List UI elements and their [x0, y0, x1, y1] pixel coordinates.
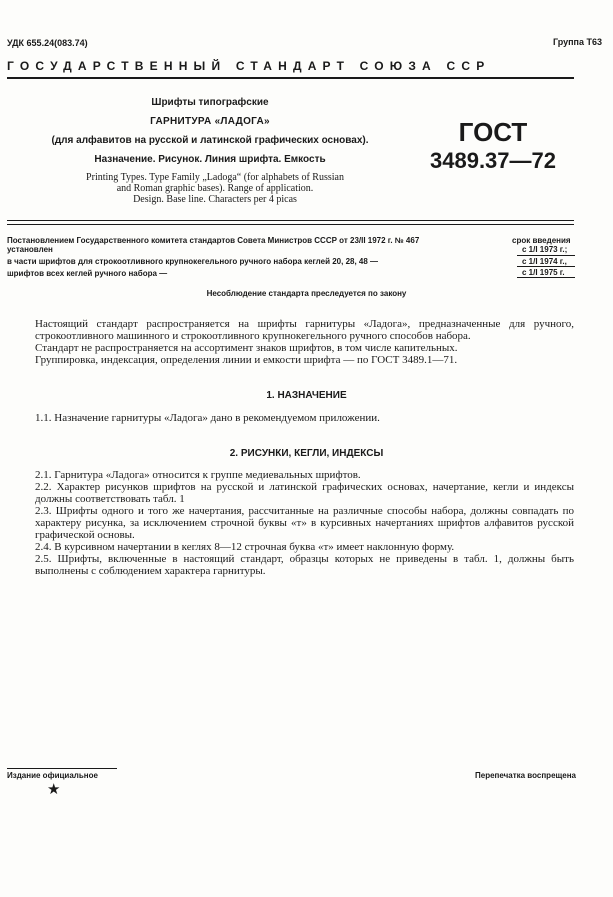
paragraph: 1.1. Назначение гарнитуры «Ладога» дано в рекомендуемом приложении. — [35, 412, 380, 424]
intro-paragraphs — [7, 318, 574, 366]
paragraph: 2.1. Гарнитура «Ладога» относится к группе медиевальных шрифтов. — [35, 469, 361, 481]
section-2-body — [7, 469, 574, 577]
typeface-family-title: ГАРНИТУРА «ЛАДОГА» — [150, 116, 270, 127]
reprint-prohibited: Перепечатка воспрещена — [475, 771, 576, 780]
gost-number: 3489.37—72 — [430, 148, 556, 173]
footer-rule — [7, 768, 117, 769]
udk-code: УДК 655.24(083.74) — [7, 38, 88, 48]
section-heading: 2. РИСУНКИ, КЕГЛИ, ИНДЕКСЫ — [229, 448, 384, 459]
english-title — [60, 172, 370, 205]
date-rule — [517, 255, 575, 256]
section-heading: 1. НАЗНАЧЕНИЕ — [266, 390, 347, 401]
paragraph: 2.5. Шрифты, включенные в настоящий стандарт, образцы которых не приведены в табл. 1, должны быть выполнены с соблюдением характера гарнитуры. — [35, 553, 574, 577]
official-edition: Издание официальное — [7, 771, 98, 780]
section-1-body — [7, 412, 574, 424]
banner-rule — [7, 77, 574, 79]
deadline-label: срок введения — [512, 236, 571, 245]
title-rule-2 — [7, 224, 574, 225]
group-code: Группа Т63 — [552, 37, 602, 47]
alphabets-subtitle: (для алфавитов на русской и латинской графических основах). — [51, 135, 369, 146]
english-title-line: Printing Types. Type Family „Ladoga“ (for alphabets of Russian — [86, 172, 344, 183]
clause-large-type: в части шрифтов для строкоотливного крупнокегельного ручного набора кеглей 20, 28, 48 — — [7, 257, 379, 266]
state-standard-banner: ГОСУДАРСТВЕННЫЙ СТАНДАРТ СОЮЗА ССР — [7, 59, 491, 73]
non-compliance-notice: Несоблюдение стандарта преследуется по закону — [206, 289, 407, 298]
english-title-line: Design. Base line. Characters per 4 picas — [133, 194, 297, 205]
paragraph: Стандарт не распространяется на ассортимент знаков шрифтов, в том числе капительных. — [35, 342, 458, 354]
date-rule — [517, 266, 575, 267]
paragraph: 2.4. В курсивном начертании в кеглях 8—12 строчная буква «т» имеет наклонную форму. — [35, 541, 455, 553]
decree-text: Постановлением Государственного комитета стандартов Совета Министров СССР от 23/II 1972 г. № 467 — [7, 236, 420, 245]
effective-date: с 1/I 1973 г.; — [522, 245, 568, 254]
english-title-line: and Roman graphic bases). Range of application. — [116, 183, 314, 194]
paragraph: 2.2. Характер рисунков шрифтов на русской и латинской графических основах, начертание, кегли и индексы должны соответствовать табл. 1 — [35, 481, 574, 505]
document-type: Шрифты типографские — [151, 97, 269, 108]
effective-date: с 1/I 1975 г. — [522, 268, 565, 277]
paragraph: Группировка, индексация, определения линии и емкости шрифта — по ГОСТ 3489.1—71. — [35, 354, 458, 366]
paragraph: Настоящий стандарт распространяется на шрифты гарнитуры «Ладога», предназначенные для ручного, строкоотливного машинного и строкоотливного крупнокегельного ручного способов набора. — [35, 318, 574, 342]
purpose-subtitle: Назначение. Рисунок. Линия шрифта. Емкость — [94, 154, 326, 165]
star-icon: ★ — [47, 782, 61, 798]
date-rule — [517, 277, 575, 278]
installed-label: установлен — [7, 245, 53, 254]
paragraph: 2.3. Шрифты одного и того же начертания, рассчитанные на различные способы набора, должны совпадать по характеру рисунка, за исключением строчной буквы «т» в курсивных начертаниях шрифтов алфавитов русской графической основы. — [35, 505, 574, 541]
title-rule — [7, 220, 574, 221]
clause-hand-type: шрифтов всех кеглей ручного набора — — [7, 269, 168, 278]
effective-date: с 1/I 1974 г., — [522, 257, 567, 266]
gost-label: ГОСТ — [458, 117, 528, 147]
